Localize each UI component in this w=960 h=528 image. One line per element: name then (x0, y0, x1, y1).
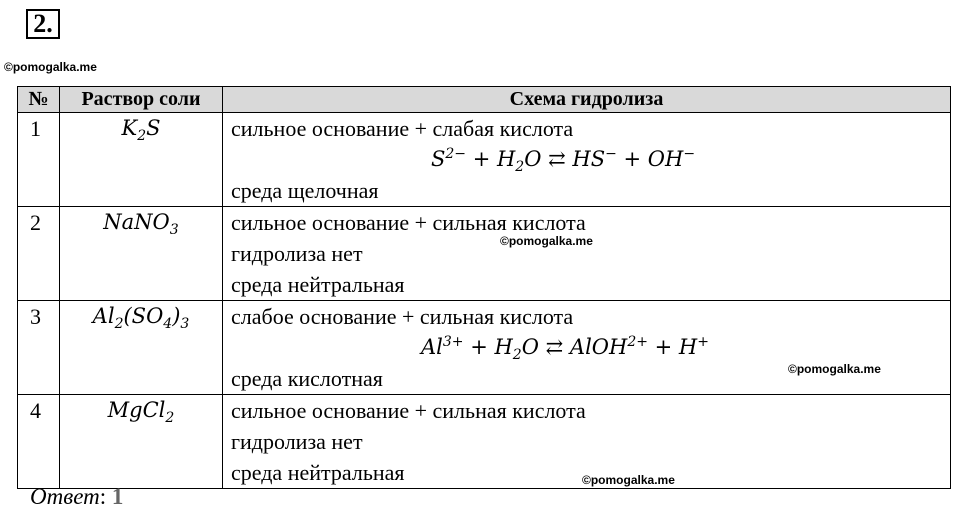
hydrolysis-scheme (223, 301, 951, 395)
scheme-line: среда нейтральная (231, 460, 405, 485)
scheme-line: среда щелочная (231, 178, 379, 203)
hydrolysis-table (17, 86, 951, 489)
scheme-line: среда кислотная (231, 366, 383, 391)
table-row (18, 113, 951, 207)
table-header-row (18, 87, 951, 113)
header-hydrolysis-scheme: Схема гидролиза (223, 87, 951, 113)
hydrolysis-scheme (223, 113, 951, 207)
row-number: 4 (18, 395, 60, 489)
table-row (18, 207, 951, 301)
scheme-line: сильное основание + сильная кислота (231, 210, 586, 235)
header-salt-solution: Раствор соли (60, 87, 223, 113)
salt-formula-k2s: $K_2S$ (60, 113, 223, 207)
row-number: 1 (18, 113, 60, 207)
answer-value: 1 (111, 484, 124, 509)
task-number: 2. (26, 9, 60, 39)
table-row (18, 301, 951, 395)
answer: Ответ: 1 (30, 484, 124, 509)
hydrolysis-equation: $S^{2-} + H_2O$ ⇄ HS− + OH− (431, 146, 696, 176)
watermark: ©pomogalka.me (500, 234, 593, 248)
answer-label: Ответ (30, 484, 100, 509)
scheme-line: сильное основание + слабая кислота (231, 116, 574, 141)
salt-formula-mgcl2: MgCl$_2$ (60, 395, 223, 489)
watermark: ©pomogalka.me (788, 362, 881, 376)
salt-formula-nano3: NaNO$_3$ (60, 207, 223, 301)
row-number: 2 (18, 207, 60, 301)
hydrolysis-scheme (223, 207, 951, 301)
scheme-line: слабое основание + сильная кислота (231, 304, 574, 329)
scheme-line: гидролиза нет (231, 241, 363, 266)
watermark: ©pomogalka.me (582, 473, 675, 487)
watermark: ©pomogalka.me (4, 60, 97, 74)
hydrolysis-equation: $Al^{3+} + H_2O$ ⇄ AlOH$^{2+}$ + H+ (421, 334, 709, 364)
scheme-line: среда нейтральная (231, 272, 405, 297)
header-number: № (18, 87, 60, 113)
table-row (18, 395, 951, 489)
scheme-line: гидролиза нет (231, 429, 363, 454)
scheme-line: сильное основание + сильная кислота (231, 398, 586, 423)
row-number: 3 (18, 301, 60, 395)
salt-formula-al2so43: $Al_2(SO_4)_3$ (60, 301, 223, 395)
